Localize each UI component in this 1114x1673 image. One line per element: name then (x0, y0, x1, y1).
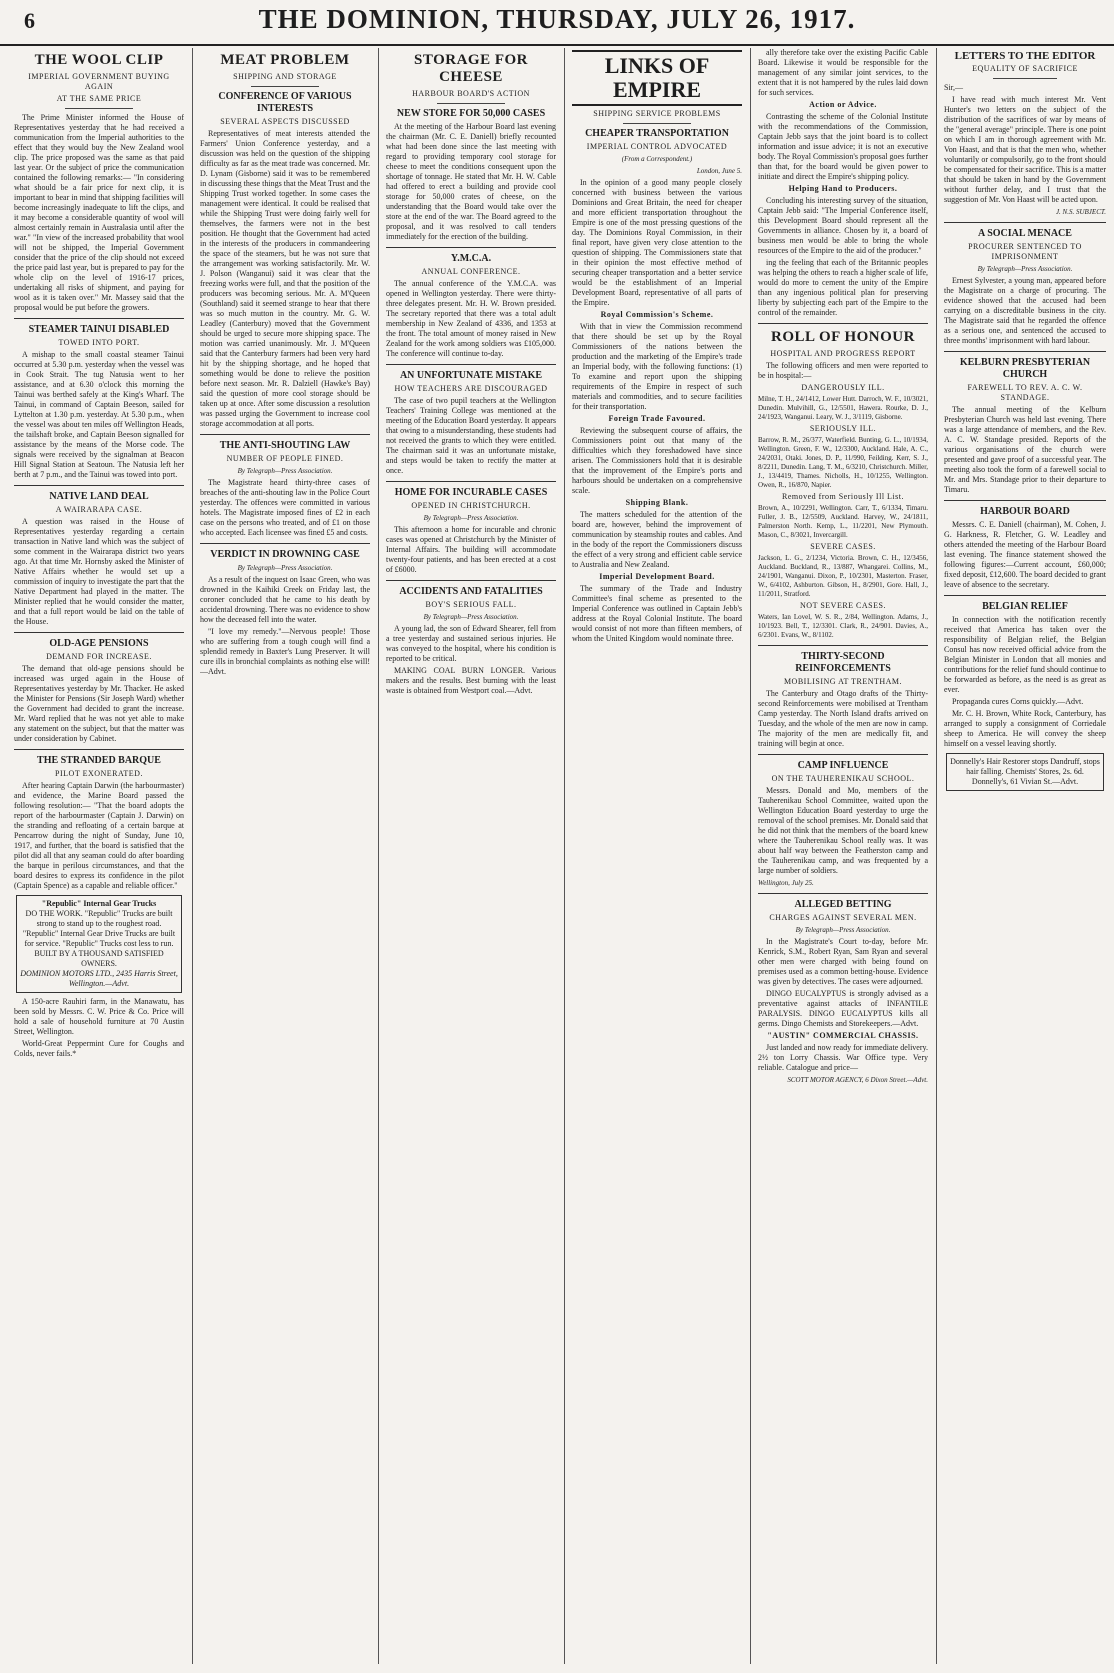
column-rule (192, 48, 193, 1664)
casualty-list: Milne, T. H., 24/1412, Lower Hutt. Darroch, W. F., 10/3021, Dunedin. Mulvihill, G., 12/5501, Hawera. Rourke, D. J., 24/1923, Wanganui. Leary, W. J., 3/1119, Gisborne. (758, 395, 928, 421)
article-headline: CONFERENCE OF VARIOUS INTERESTS (218, 91, 352, 114)
article-subhead: SHIPPING AND STORAGE (233, 72, 337, 81)
article-body: This afternoon a home for incurable and chronic cases was opened at Christchurch by the Minister of Internal Affairs. The building will accommodate twenty-four patients, and has been erected at a cost of £6000. (386, 525, 556, 574)
article-headline: HARBOUR BOARD (980, 506, 1070, 517)
notice-text: A 150-acre Rauhiri farm, in the Manawatu, has been sold by Messrs. C. W. Price & Co. Price will hold a sale of household furniture at 70 Austin Street, Wellington. (14, 997, 184, 1036)
divider (623, 123, 691, 124)
divider (14, 485, 184, 486)
list-heading: SEVERE CASES. (810, 542, 876, 551)
divider (200, 434, 370, 435)
article-body: The Prime Minister informed the House of Representatives yesterday that he had received a communication from the Imperial authorities to the effect that they would buy the New Zealand wool clip. The price proposed was the same as that paid last year. Or the subject of price the communication contained the following remarks:— "In considering what should be a fair price for next clip, it is important to bear in mind that shipping facilities will become increasingly inadequate to lift the clips, and it may become a considerable quantity of wool will almost certainly remain in Australasia until after the war." "In view of the increased probability that wool will not be shipped, the Imperial Government consider that the price of the clip should not exceed the price paid last year, but is prepared to pay for the whole clip on the level of 1916-17 prices, undertaking all risks of shipment, and paying for wool as it is taken over." Mr. Massey said that the proposal would be put before the growers. (14, 113, 184, 312)
advertisement: MAKING COAL BURN LONGER. Various makers and the results. Best burning with the least waste is obtained from Westport coal.—Advt. (386, 666, 556, 695)
casualty-list: Barrow, R. M., 26/377, Waterfield. Bunting, G. L., 10/1934, Wellington. Green, F. W., 12/3300, Auckland. Hale, A. C., 24/2031, Otaki. Jones, D. P., 11/990, Feilding. Kerr, S. J., 8/2211, Dunedin. Lang, T. M., 6/3210, Christchurch. Miller, J., 13/4419, Thames. Nicholls, H., 10/1255, Wellington. Owen, R., 16/870, Napier. (758, 436, 928, 489)
article-subhead: HARBOUR BOARD'S ACTION (412, 89, 530, 98)
article-body: The annual conference of the Y.M.C.A. was opened in Wellington yesterday. There were thirty-three delegates present. Mr. H. W. Brown presided. The secretary reported that there was a total adult membership in New Zealand of 4336, and 1353 at the front. The total amount of money raised in New Zealand for the work among soldiers was £105,000. The conference will continue to-day. (386, 279, 556, 358)
article-body: After hearing Captain Darwin (the harbourmaster) and evidence, the Marine Board passed the following resolution:— "That the board adopts the report of the harbourmaster (Captain J. Darwin) on the stranding and refloating of a certain barque at Pencarrow during the night of Sunday, June 10, 1917, and further, that the board is satisfied that the pilot did all that any seaman could do after boarding the barque in perilous circumstances, and that the board desires to express its confidence in the pilot (Captain Spence) as a capable and reliable officer." (14, 781, 184, 890)
divider (65, 108, 133, 109)
column-rule (564, 48, 565, 1664)
casualty-list: Waters, Ian Lovel, W. S. R., 2/84, Wellington. Adams, J., 10/1923. Bell, T., 12/3301. Clark, R., 24/901. Davies, A., 6/2301. Evans, W., 8/1102. (758, 613, 928, 639)
section-subhead: Shipping Blank. (625, 498, 689, 507)
article-body: Ernest Sylvester, a young man, appeared before the Magistrate on a charge of procuring. The evidence showed that the accused had been carrying on a discreditable business in the city. The Magistrate said that he regarded the offence as a serious one, and sentenced the accused to three months' imprisonment with hard labour. (944, 276, 1106, 345)
article-headline: STEAMER TAINUI DISABLED (28, 324, 170, 335)
column-3 (386, 48, 556, 1664)
dateline: Wellington, July 25. (758, 879, 814, 887)
byline: By Telegraph—Press Association. (237, 467, 333, 475)
article-headline: CAMP INFLUENCE (797, 760, 889, 771)
article-body: The matters scheduled for the attention of the board are, however, behind the improvement of communication by steamship routes and cables. And in the body of the report the Commissioners discuss the effect of a very strong and efficient cable service to Australia and New Zealand. (572, 510, 742, 569)
article-body: The demand that old-age pensions should be increased was urged again in the House of Representatives yesterday by Mr. Thacker. He asked the Minister for Pensions (Sir Joseph Ward) whether the Government had decided to grant the increase. Mr. Ward replied that he was not yet able to make any statement on the subject, but that the matter was under consideration by Cabinet. (14, 664, 184, 743)
article-headline: THE WOOL CLIP (34, 52, 164, 68)
divider (251, 86, 319, 87)
column-5 (758, 48, 928, 1664)
article-body: The following officers and men were reported to be in hospital:— (758, 361, 928, 380)
divider (437, 103, 505, 104)
column-4 (572, 48, 742, 1664)
article-body: ing the feeling that each of the Britannic peoples was helping the others to reach a higher scale of life, would do more to cement the unity of the Empire than any ingenious political plan for preserving liberty by subjecting each part of the Empire to the control of the remainder. (758, 258, 928, 317)
byline: By Telegraph—Press Association. (237, 564, 333, 572)
article-headline: THE ANTI-SHOUTING LAW (219, 440, 351, 451)
advertisement: "I love my remedy."—Nervous people! Those who are suffering from a tough cough will find a splendid remedy in Baxter's Lung Preserver. It will cure ills in bronchial complaints as nothing else will!—Advt. (200, 627, 370, 676)
article-body: With that in view the Commission recommend that there should be set up by the Royal Commissioners of the nations between the production and the marketing of the Empire's trade an Imperial body, with the following functions: (1) To examine and report upon the shipping requirements of the Empire in respect of such materials and commodities, and to secure facilities for their transportation. (572, 322, 742, 411)
article-headline: OLD-AGE PENSIONS (49, 638, 149, 649)
article-subhead: FAREWELL TO REV. A. C. W. STANDAGE. (967, 383, 1083, 402)
article-subhead: PILOT EXONERATED. (55, 769, 143, 778)
divider (944, 595, 1106, 596)
article-subhead: MOBILISING AT TRENTHAM. (783, 677, 903, 686)
article-headline: MEAT PROBLEM (220, 52, 350, 68)
article-body: A young lad, the son of Edward Shearer, fell from a tree yesterday and sustained serious injuries. He was conveyed to the hospital, where his condition is reported to be critical. (386, 624, 556, 663)
article-subhead: HOSPITAL AND PROGRESS REPORT (770, 349, 916, 358)
advertisement: Just landed and now ready for immediate delivery. 2½ ton Lorry Chassis. War Office type. Very reliable. Catalogue and price— (758, 1043, 928, 1072)
article-headline: ROLL OF HONOUR (771, 329, 915, 345)
article-subhead: SEVERAL ASPECTS DISCUSSED (220, 117, 350, 126)
article-headline: STORAGE FOR CHEESE (414, 52, 528, 85)
advertisement: Propaganda cures Corns quickly.—Advt. (952, 697, 1084, 706)
letter-signature: J. N.S. SUBJECT. (1055, 208, 1106, 216)
divider (386, 247, 556, 248)
list-heading: NOT SEVERE CASES. (800, 601, 886, 610)
column-rule (378, 48, 379, 1664)
divider (758, 754, 928, 755)
article-subhead: IMPERIAL CONTROL ADVOCATED (586, 142, 728, 151)
article-subhead: BOY'S SERIOUS FALL. (425, 600, 517, 609)
article-headline: LINKS OF EMPIRE (572, 50, 742, 106)
column-6 (944, 48, 1106, 1664)
ad-body: DO THE WORK. "Republic" Trucks are built strong to stand up to the roughest road. "Republic" Internal Gear Drive Trucks are built for service. "Republic" Trucks cost less to run. BUILT BY A THOUSAND SATISFIED OWNERS. (22, 909, 176, 968)
article-subhead: CHARGES AGAINST SEVERAL MEN. (769, 913, 917, 922)
article-subhead: AT THE SAME PRICE (56, 94, 142, 103)
article-subhead: IMPERIAL GOVERNMENT BUYING AGAIN (28, 72, 170, 91)
article-headline: THE STRANDED BARQUE (37, 755, 161, 766)
divider (993, 78, 1058, 79)
masthead (0, 0, 1114, 46)
article-body: Concluding his interesting survey of the situation, Captain Jebb said: "The Imperial Conference itself, this Development Board should represent all the Governments in alliance. Chosen by it, a board of business men would be able to bring the whole resources of the Empire to the aid of the producer." (758, 196, 928, 255)
letter-salutation: Sir,— (944, 83, 964, 92)
columns (14, 48, 1106, 1664)
divider (386, 364, 556, 365)
section-subhead: Action or Advice. (809, 100, 877, 109)
divider (14, 749, 184, 750)
column-rule (750, 48, 751, 1664)
section-subhead: Helping Hand to Producers. (788, 184, 898, 193)
divider (14, 632, 184, 633)
article-headline: THIRTY-SECOND REINFORCEMENTS (795, 651, 891, 674)
article-body: In the opinion of a good many people closely concerned with business between the various Dominions and Great Britain, the need for cheaper and more efficient transportation throughout the Empire is one of the most pressing questions of the day. The Dominions Royal Commission, in their final report, have given very close attention to the question of shipping. The Commissioners state that in their opinion the most effective method of securing cheaper transportation and a better service would be the establishment of an Imperial Development Board, representative of all parts of the Empire. (572, 178, 742, 307)
article-headline: KELBURN PRESBYTERIAN CHURCH (959, 357, 1091, 380)
article-headline: ACCIDENTS AND FATALITIES (399, 586, 543, 597)
article-headline: CHEAPER TRANSPORTATION (585, 128, 729, 139)
article-body: In connection with the notification recently received that America has taken over the responsibility of Belgian relief, the Belgian Consul has now received official advice from the Belgian Minister in London that all monies and contributions for the relief fund should continue to be forwarded as before, as the need is as great as ever. (944, 615, 1106, 694)
article-body: The Canterbury and Otago drafts of the Thirty-second Reinforcements were mobilised at Trentham Camp yesterday. The North Island drafts arrived on Tuesday, and the whole of the men are now in camp. The majority of the men are medically fit, and training will begin at once. (758, 689, 928, 748)
page-number: 6 (24, 8, 35, 33)
article-headline: VERDICT IN DROWNING CASE (210, 549, 360, 560)
article-body: Messrs. C. E. Daniell (chairman), M. Cohen, J. G. Harkness, R. Fletcher, G. W. Leadley and others attended the meeting of the Harbour Board last evening. The finance statement showed the following figures:—Current account, £60,000; fixed deposit, £12,600. The board decided to grant leave of absence to the secretary. (944, 520, 1106, 589)
article-headline: NATIVE LAND DEAL (49, 491, 149, 502)
article-body: The Magistrate heard thirty-three cases of breaches of the anti-shouting law in the Police Court yesterday. The offences were committed in various hotels. The Magistrate imposed fines of £2 in each case on the persons who treated, and of £1 on those who accepted. Each licensee was fined £5 and costs. (200, 478, 370, 537)
ad-signature: SCOTT MOTOR AGENCY, 6 Dixon Street.—Advt. (787, 1076, 928, 1084)
article-subhead: OPENED IN CHRISTCHURCH. (411, 501, 531, 510)
divider (386, 580, 556, 581)
section-subhead: Royal Commission's Scheme. (600, 310, 714, 319)
advertisement: DINGO EUCALYPTUS is strongly advised as a preventative against attacks of INFANTILE PARALYSIS. DINGO EUCALYPTUS kills all germs. Dingo Chemists and Storekeepers.—Advt. (758, 989, 928, 1028)
section-subhead: Imperial Development Board. (599, 572, 715, 581)
list-heading: SERIOUSLY ILL. (809, 424, 877, 433)
divider (758, 645, 928, 646)
article-headline: LETTERS TO THE EDITOR (954, 50, 1096, 62)
article-subhead: DEMAND FOR INCREASE. (46, 652, 152, 661)
article-body: A question was raised in the House of Representatives yesterday regarding a certain transaction in Native land which was the subject of some comment in the Wairarapa district two years ago. At that time Mr. Hornsby asked the Minister of Native Affairs whether he would set up a commission of inquiry to investigate the part that the Native Department had played in the matter. The Minister replied that he would consider the matter, and that a full report would be laid on the table of the House. (14, 517, 184, 626)
divider (944, 500, 1106, 501)
column-2 (200, 48, 370, 1664)
article-subhead: NUMBER OF PEOPLE FINED. (226, 454, 344, 463)
article-subhead: HOW TEACHERS ARE DISCOURAGED (394, 384, 548, 393)
article-body: ally therefore take over the existing Pacific Cable Board. Likewise it would be responsible for the management of any similar joint services, to the extent that it is not hampered by the rules laid down for such services. (758, 48, 928, 97)
article-headline: BELGIAN RELIEF (982, 601, 1068, 612)
article-headline: ALLEGED BETTING (794, 899, 892, 910)
ad-headline: "AUSTIN" COMMERCIAL CHASSIS. (767, 1031, 919, 1040)
section-subhead: Foreign Trade Favoured. (608, 414, 706, 423)
letter-body: I have read with much interest Mr. Vent Hunter's two letters on the subject of the distribution of the sacrifices of war by means of the "general average" principle. There is one point on which I am in thorough agreement with Mr. Von Haast, and that is that the men who, whether voluntarily or compulsorily, go to the front should be compensated for their sacrifice. This is a matter that should be taken in hand by the Government without further delay, and I trust that the suggestion of Mr. Von Haast will be acted upon. (944, 95, 1106, 204)
divider (200, 543, 370, 544)
article-subhead: A WAIRARAPA CASE. (55, 505, 143, 514)
article-headline: Y.M.C.A. (450, 253, 492, 264)
article-headline: AN UNFORTUNATE MISTAKE (399, 370, 543, 381)
article-subhead: TOWED INTO PORT. (58, 338, 140, 347)
advertisement (16, 895, 182, 993)
ad-headline: "Republic" Internal Gear Trucks (41, 899, 157, 908)
byline: (From a Correspondent.) (621, 155, 693, 163)
notice-text: Mr. C. H. Brown, White Rock, Canterbury, has arranged to supply a consignment of Corriedale sheep to America. He will convey the sheep himself on a vessel leaving shortly. (944, 709, 1106, 748)
article-body: In the Magistrate's Court to-day, before Mr. Kenrick, S.M., Robert Ryan, Sam Ryan and several other men were charged with being found on premises used as a common betting-house. Evidence was given by detectives. The cases were adjourned. (758, 937, 928, 986)
divider (758, 893, 928, 894)
byline: By Telegraph—Press Association. (423, 613, 519, 621)
article-body: Representatives of meat interests attended the Farmers' Union Conference yesterday, and a discussion was held on the question of the shipping difficulty as far as the meat trade was concerned. Mr. D. Lynam (Gisborne) said it was to be remembered in discussing these things that the Meat Trust and the Shipping Trust worked together. In some cases the management were identical. It could be realised that while the Shipping Trust were doing fairly well for themselves, the farmers were not in the best position. He thought that the Government had acted in the interests of the producers in commandeering the space of the steamers, but he was not sure that the arrangement was working satisfactorily. Mr. W. J. Polson (Wanganui) said it was clear that the freezing works were full, and that the position of the producers was becoming serious. Mr. A. M'Queen (Southland) said it seemed strange to hear that there was so much mutton in the country. Mr. G. W. Leadley (Canterbury) moved that the Government should be urged to secure more shipping space. The motion was carried unanimously. Mr. J. M'Queen said that the Canterbury farmers had been very hard hit by the shipping shortage, and he hoped that something would be done to relieve the position before next season. Mr. R. Dalziell (Hawke's Bay) said the question of more cool storage should be taken up at once. After some discussion a resolution was passed urging the Government to increase cool storage accommodation at all ports. (200, 129, 370, 428)
list-heading: DANGEROUSLY ILL. (801, 383, 885, 392)
casualty-list: Jackson, L. G., 2/1234, Victoria. Brown, C. H., 12/3456, Auckland. Buckland, R., 13/887, Whangarei. Collins, M., 24/1901, Wanganui. Dixon, P., 10/2301, Masterton. Fraser, W., 6/4102, Ashburton. Gibson, H., 8/2901, Gore. Hall, J., 11/2011, Stratford. (758, 554, 928, 598)
column-1 (14, 48, 184, 1664)
article-body: A mishap to the small coastal steamer Tainui occurred at 5.30 p.m. yesterday when the vessel was in Cook Strait. The tug Natusia went to her assistance, and at 6.30 o'clock this morning the Tainui was berthed safely at the King's Wharf. The Tainui, in command of Captain Beeson, sailed for Lyttelton at 1.30 p.m. yesterday. At 5.30 p.m., when the vessel was about ten miles off Wellington Heads, the tailshaft broke, and Captain Beeson signalled for assistance by the means of the Morse code. The signals were received by the signalman at Beacon Hill Signal Station at Seatoun. The Natusia left her berth at 7 p.m., and the Tainui was towed into port. (14, 350, 184, 479)
article-subhead: SHIPPING SERVICE PROBLEMS (593, 109, 721, 118)
divider (944, 351, 1106, 352)
article-headline: NEW STORE FOR 50,000 CASES (396, 108, 546, 119)
advertisement: Donnelly's Hair Restorer stops Dandruff, stops hair falling. Chemists' Stores, 2s. 6d. Donnelly's, 61 Vivian St.—Advt. (946, 753, 1104, 791)
list-heading: Removed from Seriously Ill List. (782, 492, 904, 501)
article-subhead: EQUALITY OF SACRIFICE (972, 64, 1078, 73)
divider (386, 481, 556, 482)
article-body: Contrasting the scheme of the Colonial Institute with the recommendations of the Commission, Captain Jebb says that the joint board is to collect information and issue advice; it is not an executive body. The Royal Commission's proposal goes further than that, for the board would be given power to initiate and direct the Empire's shipping policy. (758, 112, 928, 181)
newspaper-title: THE DOMINION, THURSDAY, JULY 26, 1917. (258, 4, 856, 34)
article-body: The annual meeting of the Kelburn Presbyterian Church was held last evening. There was a large attendance of members, and the Rev. A. C. W. Standage presided. Reports of the various organisations of the church were presented and gave proof of a successful year. The meeting also took the form of a farewell social to Mr. and Mrs. Standage prior to their departure to Timaru. (944, 405, 1106, 494)
notice-text: World-Great Peppermint Cure for Coughs and Colds, never fails.* (14, 1039, 184, 1058)
article-body: As a result of the inquest on Isaac Green, who was drowned in the Kaihiki Creek on Friday last, the coroner concluded that he came to his death by accidental drowning. There was no evidence to show how the deceased fell into the water. (200, 575, 370, 624)
article-subhead: ON THE TAUHERENIKAU SCHOOL. (771, 774, 915, 783)
article-subhead: ANNUAL CONFERENCE. (421, 267, 521, 276)
divider (758, 323, 928, 324)
column-rule (936, 48, 937, 1664)
article-body: The summary of the Trade and Industry Committee's final scheme as presented to the Imperial Conference was outlined in Captain Jebb's address at the Royal Colonial Institute. The board would consist of not more than fifteen members, of whom the United Kingdom would nominate three. (572, 584, 742, 643)
divider (14, 318, 184, 319)
article-body: The case of two pupil teachers at the Wellington Teachers' Training College was mentioned at the meeting of the Education Board yesterday. It appears that owing to a misunderstanding, these students had not received the grants to which they were entitled. The chairman said it was an unfortunate mistake, and steps would be taken to rectify the matter at once. (386, 396, 556, 475)
byline: By Telegraph—Press Association. (977, 265, 1073, 273)
article-subhead: PROCURER SENTENCED TO IMPRISONMENT (968, 242, 1082, 261)
article-body: Reviewing the subsequent course of affairs, the Commissioners point out that many of the difficulties which they foreshadowed have since arisen. The Commissioners hold that it is desirable that the improvement of the Empire's ports and harbours should be undertaken on a comprehensive scale. (572, 426, 742, 495)
byline: By Telegraph—Press Association. (795, 926, 891, 934)
article-body: Messrs. Donald and Mo, members of the Tauherenikau School Committee, waited upon the Wellington Education Board yesterday to urge the removal of the school premises. Mr. Donald said that he did not think that the members of the board knew where the Tauherenikau School really was. It was about half way between the Featherston camp and the Tauherenikau camp, and was frequented by a large number of soldiers. (758, 786, 928, 875)
byline: By Telegraph—Press Association. (423, 514, 519, 522)
article-headline: HOME FOR INCURABLE CASES (394, 487, 548, 498)
article-headline: A SOCIAL MENACE (978, 228, 1072, 239)
dateline: London, June 5. (696, 167, 742, 175)
ad-signature: DOMINION MOTORS LTD., 2435 Harris Street, Wellington.—Advt. (20, 969, 178, 988)
casualty-list: Brown, A., 10/2291, Wellington. Carr, T., 6/1334, Timaru. Fuller, J. B., 12/5509, Auckland. Harvey, W., 24/1811, Palmerston North. Kemp, L., 11/2201, New Plymouth. Mason, C., 8/3021, Invercargill. (758, 504, 928, 539)
article-body: At the meeting of the Harbour Board last evening the chairman (Mr. C. E. Daniell) briefly recounted what had been done since the last meeting with regard to providing temporary cool storage for cheese to meet the conditions consequent upon the shortage of tonnage. He stated that Mr. H. W. Cable had offered to erect a building and provide cool storage for 50,000 crates of cheese, on the understanding that the Board would take over the store at the end of the war. The Board agreed to the proposal, and it was resolved to call tenders immediately for the erection of the building. (386, 122, 556, 241)
divider (944, 222, 1106, 223)
